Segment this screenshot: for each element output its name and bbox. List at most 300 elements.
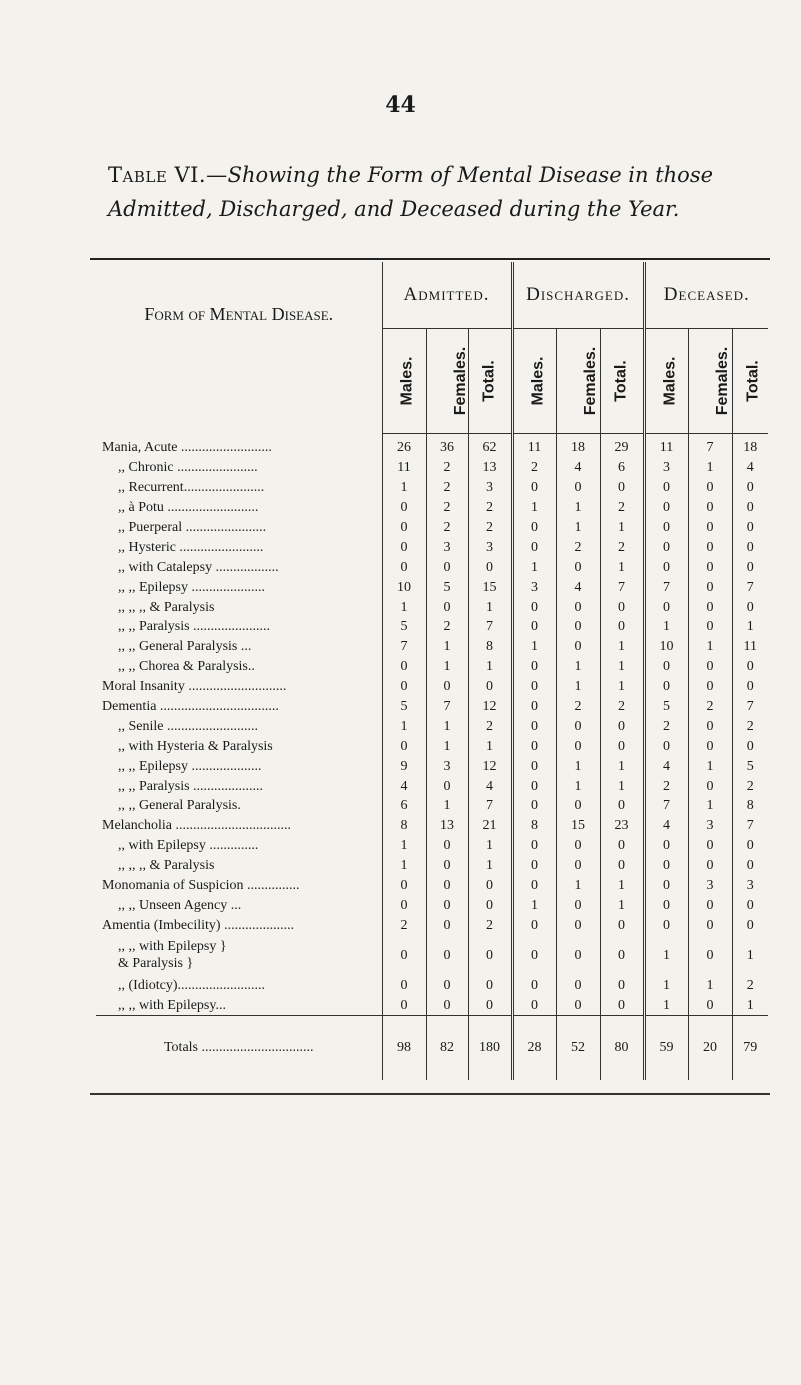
table-top-rule [90,258,770,260]
cell-deceased-males: 0 [644,537,688,557]
cell-admitted-males: 9 [382,756,426,776]
cell-admitted-total: 3 [468,478,512,498]
cell-admitted-females: 1 [426,657,468,677]
table-row [96,816,768,836]
cell-discharged-total: 7 [600,577,644,597]
table-row [96,697,768,717]
total-deceased-males: 59 [644,1016,688,1081]
cell-admitted-total: 0 [468,975,512,995]
cell-admitted-females: 2 [426,518,468,538]
cell-deceased-total: 1 [746,997,754,1013]
cell-admitted-males: 0 [382,876,426,896]
cell-admitted-total: 4 [468,776,512,796]
cell-discharged-total: 29 [600,434,644,458]
cell-admitted-males: 1 [382,856,426,876]
cell-deceased-males: 1 [644,975,688,995]
table-caption [108,158,788,226]
cell-discharged-females: 1 [556,876,600,896]
cell-discharged-females: 0 [556,716,600,736]
cell-discharged-total: 0 [600,478,644,498]
cell-deceased-females: 0 [688,736,732,756]
cell-admitted-females: 7 [426,697,468,717]
row-label: ,, with Catalepsy .................. [96,557,382,577]
cell-admitted-females: 1 [426,716,468,736]
cell-admitted-females: 1 [426,637,468,657]
cell-discharged-total: 6 [600,458,644,478]
cell-deceased-males: 0 [644,498,688,518]
table-row [96,677,768,697]
cell-admitted-total: 7 [468,796,512,816]
row-label: Dementia .................................. [96,697,382,717]
cell-deceased-males: 7 [644,577,688,597]
cell-discharged-total: 1 [600,557,644,577]
cell-admitted-females: 3 [426,756,468,776]
cell-discharged-total: 0 [600,617,644,637]
cell-deceased-total: 2 [746,977,754,993]
cell-admitted-females: 2 [426,617,468,637]
cell-discharged-females: 0 [556,995,600,1015]
cell-discharged-females: 4 [556,577,600,597]
cell-discharged-total: 2 [600,537,644,557]
cell-admitted-males: 0 [382,518,426,538]
cell-admitted-males: 4 [382,776,426,796]
cell-admitted-total: 2 [468,498,512,518]
cell-deceased-males: 7 [644,796,688,816]
cell-admitted-females: 0 [426,915,468,935]
cell-discharged-females: 0 [556,637,600,657]
row-label: ,, ,, Chorea & Paralysis.. [96,657,382,677]
table-body [96,434,768,1016]
cell-deceased-total: 0 [746,599,754,615]
cell-deceased-females: 7 [688,434,732,458]
row-label: ,, Hysteric ........................ [96,537,382,557]
cell-admitted-females: 0 [426,876,468,896]
total-admitted-total: 180 [468,1016,512,1081]
cell-deceased-females: 0 [688,597,732,617]
cell-admitted-males: 5 [382,697,426,717]
cell-deceased-females: 0 [688,995,732,1015]
cell-deceased-females: 0 [688,617,732,637]
subheader-deceased-total: Total. [732,329,768,434]
total-admitted-males: 98 [382,1016,426,1081]
cell-discharged-males: 0 [512,716,556,736]
cell-discharged-males: 0 [512,736,556,756]
cell-discharged-females: 0 [556,557,600,577]
cell-admitted-males: 1 [382,716,426,736]
cell-discharged-males: 0 [512,776,556,796]
cell-admitted-total: 62 [468,434,512,458]
table-row [96,637,768,657]
cell-discharged-total: 0 [600,975,644,995]
cell-admitted-total: 0 [468,935,512,975]
cell-discharged-total: 0 [600,995,644,1015]
cell-discharged-total: 0 [600,736,644,756]
cell-deceased-females: 0 [688,498,732,518]
cell-discharged-males: 0 [512,697,556,717]
cell-discharged-females: 0 [556,975,600,995]
total-discharged-males: 28 [512,1016,556,1081]
cell-deceased-total: 7 [746,579,754,595]
subheader-admitted-males: Males. [382,329,426,434]
cell-discharged-females: 1 [556,776,600,796]
cell-discharged-total: 0 [600,856,644,876]
cell-admitted-males: 0 [382,975,426,995]
cell-discharged-males: 1 [512,557,556,577]
cell-admitted-males: 0 [382,657,426,677]
cell-deceased-total: 0 [746,500,754,516]
cell-admitted-females: 0 [426,975,468,995]
cell-deceased-females: 0 [688,518,732,538]
cell-admitted-females: 0 [426,776,468,796]
form-column-header: Form of Mental Disease. [96,262,382,434]
row-label: ,, ,, General Paralysis ... [96,637,382,657]
cell-deceased-total: 7 [746,818,754,834]
cell-admitted-total: 2 [468,518,512,538]
caption-lead: Table VI.— [108,163,228,187]
cell-deceased-females: 0 [688,537,732,557]
cell-discharged-total: 1 [600,776,644,796]
cell-deceased-total: 1 [746,619,754,635]
total-discharged-total: 80 [600,1016,644,1081]
table-row [96,836,768,856]
cell-discharged-total: 0 [600,836,644,856]
cell-admitted-females: 13 [426,816,468,836]
table-row [96,776,768,796]
cell-admitted-total: 0 [468,557,512,577]
cell-deceased-males: 11 [644,434,688,458]
row-label: ,, ,, with Epilepsy } & Paralysis } [96,935,382,975]
cell-discharged-females: 1 [556,677,600,697]
subheader-admitted-females: Females. [426,329,468,434]
cell-admitted-males: 10 [382,577,426,597]
cell-deceased-males: 2 [644,716,688,736]
cell-admitted-males: 26 [382,434,426,458]
row-label: ,, Senile .......................... [96,716,382,736]
table-row [96,498,768,518]
cell-admitted-total: 0 [468,995,512,1015]
cell-deceased-females: 0 [688,895,732,915]
cell-deceased-females: 0 [688,856,732,876]
row-label: ,, ,, Epilepsy .................... [96,756,382,776]
subheader-admitted-total: Total. [468,329,512,434]
cell-discharged-total: 1 [600,876,644,896]
row-label: ,, with Hysteria & Paralysis [96,736,382,756]
cell-discharged-males: 0 [512,518,556,538]
cell-admitted-total: 0 [468,895,512,915]
cell-discharged-males: 8 [512,816,556,836]
row-label: Moral Insanity ............................ [96,677,382,697]
cell-deceased-males: 0 [644,657,688,677]
cell-discharged-females: 0 [556,935,600,975]
cell-discharged-females: 1 [556,518,600,538]
cell-deceased-total: 0 [746,659,754,675]
table-row [96,577,768,597]
table-row [96,537,768,557]
cell-deceased-total: 0 [746,539,754,555]
cell-deceased-females: 1 [688,796,732,816]
cell-discharged-males: 0 [512,537,556,557]
cell-discharged-total: 1 [600,756,644,776]
cell-discharged-females: 1 [556,657,600,677]
cell-discharged-females: 0 [556,915,600,935]
table-row [96,935,768,975]
cell-deceased-males: 0 [644,895,688,915]
cell-discharged-males: 11 [512,434,556,458]
cell-deceased-females: 3 [688,816,732,836]
cell-deceased-total: 2 [746,778,754,794]
row-label: ,, ,, Unseen Agency ... [96,895,382,915]
cell-deceased-total: 0 [746,480,754,496]
total-deceased-total: 79 [732,1016,768,1081]
cell-admitted-females: 2 [426,498,468,518]
cell-admitted-total: 2 [468,716,512,736]
mental-disease-table [96,262,768,1080]
row-label: ,, (Idiotcy)......................... [96,975,382,995]
cell-admitted-males: 0 [382,557,426,577]
cell-admitted-females: 0 [426,935,468,975]
row-label: ,, ,, General Paralysis. [96,796,382,816]
cell-deceased-total: 0 [746,917,754,933]
cell-admitted-females: 0 [426,895,468,915]
cell-discharged-females: 15 [556,816,600,836]
totals-label: Totals ................................ [96,1016,382,1081]
cell-discharged-total: 0 [600,716,644,736]
cell-deceased-females: 1 [688,637,732,657]
cell-admitted-females: 0 [426,995,468,1015]
cell-deceased-total: 0 [746,559,754,575]
group-header-admitted: Admitted. [382,262,512,329]
cell-admitted-females: 2 [426,478,468,498]
row-label: ,, Puerperal ....................... [96,518,382,538]
cell-deceased-total: 1 [746,947,754,963]
cell-admitted-males: 1 [382,478,426,498]
cell-discharged-females: 0 [556,617,600,637]
cell-admitted-males: 11 [382,458,426,478]
cell-deceased-males: 2 [644,776,688,796]
cell-discharged-total: 0 [600,915,644,935]
cell-discharged-total: 1 [600,518,644,538]
cell-admitted-males: 0 [382,995,426,1015]
cell-discharged-females: 2 [556,697,600,717]
table-row [96,478,768,498]
cell-admitted-total: 7 [468,617,512,637]
cell-deceased-females: 3 [688,876,732,896]
table-row [96,895,768,915]
cell-admitted-females: 0 [426,856,468,876]
cell-discharged-total: 1 [600,677,644,697]
cell-discharged-males: 0 [512,995,556,1015]
cell-deceased-females: 1 [688,756,732,776]
cell-discharged-males: 0 [512,657,556,677]
row-label: ,, à Potu .......................... [96,498,382,518]
cell-deceased-total: 7 [746,699,754,715]
cell-deceased-females: 0 [688,776,732,796]
cell-deceased-total: 0 [746,838,754,854]
cell-deceased-total: 11 [743,639,758,655]
cell-admitted-males: 2 [382,915,426,935]
cell-admitted-females: 3 [426,537,468,557]
cell-discharged-total: 2 [600,498,644,518]
cell-admitted-total: 12 [468,756,512,776]
cell-discharged-females: 1 [556,756,600,776]
cell-deceased-females: 0 [688,935,732,975]
cell-discharged-males: 0 [512,836,556,856]
row-label: Monomania of Suspicion ............... [96,876,382,896]
cell-deceased-females: 1 [688,458,732,478]
cell-admitted-total: 13 [468,458,512,478]
total-discharged-females: 52 [556,1016,600,1081]
cell-deceased-males: 0 [644,856,688,876]
cell-deceased-females: 0 [688,677,732,697]
cell-discharged-total: 0 [600,935,644,975]
cell-deceased-males: 1 [644,617,688,637]
row-label: Melancholia ................................. [96,816,382,836]
cell-admitted-males: 0 [382,677,426,697]
cell-admitted-females: 1 [426,736,468,756]
cell-discharged-total: 1 [600,637,644,657]
cell-admitted-females: 0 [426,677,468,697]
cell-admitted-total: 1 [468,856,512,876]
cell-deceased-total: 0 [746,520,754,535]
cell-deceased-males: 10 [644,637,688,657]
cell-discharged-females: 4 [556,458,600,478]
cell-discharged-total: 0 [600,597,644,617]
row-label: Mania, Acute .......................... [96,434,382,458]
cell-deceased-males: 1 [644,995,688,1015]
cell-admitted-males: 0 [382,498,426,518]
cell-admitted-total: 0 [468,876,512,896]
row-label: ,, ,, Paralysis ...................... [96,617,382,637]
cell-admitted-females: 1 [426,796,468,816]
caption-description: Showing the Form of Mental Disease in those Admitted, Discharged, and Deceased during the Year. [108,163,714,221]
row-label: ,, Recurrent....................... [96,478,382,498]
cell-deceased-males: 0 [644,677,688,697]
cell-deceased-males: 3 [644,458,688,478]
cell-admitted-total: 1 [468,836,512,856]
cell-discharged-females: 0 [556,836,600,856]
cell-discharged-males: 0 [512,756,556,776]
cell-deceased-males: 0 [644,836,688,856]
cell-discharged-males: 0 [512,935,556,975]
cell-deceased-males: 0 [644,915,688,935]
cell-admitted-females: 0 [426,836,468,856]
cell-discharged-males: 0 [512,915,556,935]
cell-admitted-females: 36 [426,434,468,458]
cell-discharged-males: 0 [512,617,556,637]
table-row [96,597,768,617]
cell-deceased-females: 0 [688,478,732,498]
subheader-discharged-total: Total. [600,329,644,434]
table-row [96,796,768,816]
subheader-discharged-females: Females. [556,329,600,434]
cell-deceased-males: 0 [644,876,688,896]
cell-admitted-females: 0 [426,597,468,617]
cell-discharged-males: 0 [512,796,556,816]
row-label: ,, ,, with Epilepsy... [96,995,382,1015]
cell-deceased-females: 0 [688,577,732,597]
cell-admitted-males: 8 [382,816,426,836]
cell-admitted-total: 12 [468,697,512,717]
cell-discharged-females: 0 [556,478,600,498]
cell-deceased-total: 3 [746,878,754,894]
cell-deceased-total: 2 [746,718,754,734]
row-label: ,, ,, ,, & Paralysis [96,856,382,876]
cell-admitted-females: 5 [426,577,468,597]
cell-deceased-males: 0 [644,518,688,538]
cell-admitted-males: 5 [382,617,426,637]
cell-discharged-total: 23 [600,816,644,836]
cell-admitted-total: 15 [468,577,512,597]
table-row [96,657,768,677]
row-label: Amentia (Imbecility) .................... [96,915,382,935]
cell-admitted-total: 1 [468,736,512,756]
row-label: ,, ,, Paralysis .................... [96,776,382,796]
subheader-deceased-females: Females. [688,329,732,434]
table-row [96,617,768,637]
cell-deceased-males: 0 [644,597,688,617]
subheader-discharged-males: Males. [512,329,556,434]
cell-admitted-males: 0 [382,895,426,915]
cell-deceased-females: 0 [688,657,732,677]
cell-deceased-females: 2 [688,697,732,717]
cell-discharged-females: 0 [556,895,600,915]
cell-deceased-total: 0 [746,679,754,695]
page-number: 44 [385,92,416,118]
cell-deceased-females: 0 [688,716,732,736]
cell-deceased-males: 0 [644,557,688,577]
cell-deceased-females: 0 [688,915,732,935]
cell-admitted-males: 0 [382,736,426,756]
cell-admitted-females: 0 [426,557,468,577]
cell-deceased-total: 0 [746,738,754,754]
cell-deceased-total: 4 [746,460,754,476]
table-bottom-rule [90,1093,770,1095]
table-row [96,756,768,776]
cell-admitted-females: 2 [426,458,468,478]
cell-discharged-females: 0 [556,796,600,816]
cell-deceased-males: 4 [644,816,688,836]
cell-discharged-males: 1 [512,498,556,518]
cell-discharged-total: 1 [600,895,644,915]
cell-admitted-total: 3 [468,537,512,557]
subheader-deceased-males: Males. [644,329,688,434]
cell-deceased-males: 0 [644,736,688,756]
cell-deceased-females: 1 [688,975,732,995]
table-row [96,975,768,995]
cell-admitted-total: 1 [468,657,512,677]
row-label: ,, with Epilepsy .............. [96,836,382,856]
table-row [96,995,768,1015]
cell-discharged-males: 0 [512,856,556,876]
cell-deceased-females: 0 [688,836,732,856]
row-label: ,, Chronic ....................... [96,458,382,478]
group-header-deceased: Deceased. [644,262,768,329]
table-row [96,856,768,876]
row-label: ,, ,, ,, & Paralysis [96,597,382,617]
cell-discharged-total: 1 [600,657,644,677]
cell-deceased-total: 0 [746,897,754,913]
cell-deceased-females: 0 [688,557,732,577]
cell-deceased-males: 5 [644,697,688,717]
cell-deceased-total: 18 [743,440,758,456]
cell-discharged-females: 0 [556,597,600,617]
total-deceased-females: 20 [688,1016,732,1081]
cell-discharged-males: 0 [512,597,556,617]
cell-deceased-males: 0 [644,478,688,498]
cell-admitted-males: 7 [382,637,426,657]
cell-discharged-total: 0 [600,796,644,816]
cell-deceased-males: 1 [644,935,688,975]
